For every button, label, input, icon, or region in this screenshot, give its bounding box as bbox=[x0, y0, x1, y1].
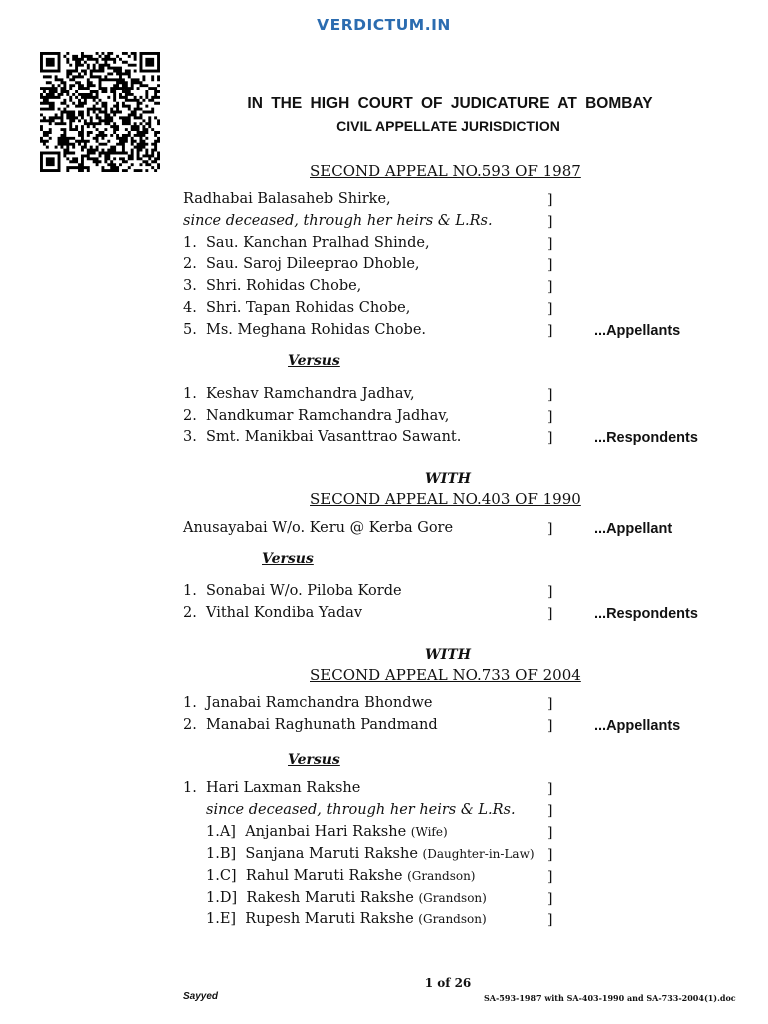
appeal-1-heir-4 bbox=[183, 300, 410, 316]
appeal-1-respondent-3 bbox=[183, 429, 461, 445]
court-title: IN THE HIGH COURT OF JUDICATURE AT BOMBAY bbox=[247, 95, 653, 112]
respondent-name: Keshav Ramchandra Jadhav, bbox=[206, 386, 415, 402]
appeal-3-heir-1a bbox=[206, 824, 448, 840]
appeal-3-heir-1b bbox=[206, 846, 535, 862]
appeal-1-heir-5 bbox=[183, 322, 426, 338]
appellant-number: 2. bbox=[183, 717, 197, 733]
appellants-role: ...Appellants bbox=[594, 718, 681, 734]
appeal-1-respondent-1 bbox=[183, 386, 415, 402]
bracket: ] bbox=[547, 584, 553, 600]
jurisdiction-title: CIVIL APPELLATE JURISDICTION bbox=[336, 118, 560, 134]
bracket: ] bbox=[547, 869, 553, 885]
heir-name: Shri. Tapan Rohidas Chobe, bbox=[206, 300, 411, 316]
appeal-2-appellant: Anusayabai W/o. Keru @ Kerba Gore bbox=[183, 520, 454, 536]
heir-name: Rahul Maruti Rakshe bbox=[245, 868, 403, 884]
appeal-2-title: SECOND APPEAL NO.403 OF 1990 bbox=[310, 490, 581, 508]
bracket: ] bbox=[547, 257, 553, 273]
heir-number: 5. bbox=[183, 322, 197, 338]
footer-author: Sayyed bbox=[183, 991, 219, 1002]
heir-number: 1.E] bbox=[206, 911, 237, 927]
bracket: ] bbox=[547, 912, 553, 928]
bracket: ] bbox=[547, 214, 553, 230]
heir-name: Rupesh Maruti Rakshe bbox=[245, 911, 414, 927]
versus-label: Versus bbox=[288, 353, 340, 369]
respondent-number: 3. bbox=[183, 429, 197, 445]
appeal-1-heir-1 bbox=[183, 235, 430, 251]
heir-name: Shri. Rohidas Chobe, bbox=[206, 278, 362, 294]
appeal-1-heir-2 bbox=[183, 256, 420, 272]
respondent-name: Nandkumar Ramchandra Jadhav, bbox=[206, 408, 450, 424]
with-label: WITH bbox=[425, 471, 471, 487]
appeal-2-respondent-1 bbox=[183, 583, 402, 599]
appellant-name: Manabai Raghunath Pandmand bbox=[206, 717, 438, 733]
heir-name: Sanjana Maruti Rakshe bbox=[245, 846, 418, 862]
heir-number: 1. bbox=[183, 235, 197, 251]
appeal-1-heir-3 bbox=[183, 278, 361, 294]
bracket: ] bbox=[547, 430, 553, 446]
respondent-name: Sonabai W/o. Piloba Korde bbox=[206, 583, 402, 599]
bracket: ] bbox=[547, 803, 553, 819]
bracket: ] bbox=[547, 825, 553, 841]
appeal-1-appellant-note: since deceased, through her heirs & L.Rs. bbox=[183, 213, 493, 229]
appellant-name: Janabai Ramchandra Bhondwe bbox=[206, 695, 433, 711]
appeal-1-title: SECOND APPEAL NO.593 OF 1987 bbox=[310, 162, 581, 180]
bracket: ] bbox=[547, 521, 553, 537]
appellants-role: ...Appellants bbox=[594, 323, 681, 339]
heir-number: 4. bbox=[183, 300, 197, 316]
respondent-name: Vithal Kondiba Yadav bbox=[206, 605, 363, 621]
heir-relation: (Grandson) bbox=[418, 891, 487, 905]
verdictum-watermark: VERDICTUM.IN bbox=[317, 16, 451, 34]
bracket: ] bbox=[547, 718, 553, 734]
appellant-role: ...Appellant bbox=[594, 521, 673, 537]
appeal-3-respondent-note: since deceased, through her heirs & L.Rs. bbox=[206, 802, 516, 818]
heir-relation: (Grandson) bbox=[407, 869, 476, 883]
bracket: ] bbox=[547, 781, 553, 797]
bracket: ] bbox=[547, 696, 553, 712]
bracket: ] bbox=[547, 891, 553, 907]
footer-filename: SA-593-1987 with SA-403-1990 and SA-733-2004(1).doc bbox=[484, 993, 736, 1003]
respondent-number: 2. bbox=[183, 605, 197, 621]
bracket: ] bbox=[547, 409, 553, 425]
heir-name: Sau. Kanchan Pralhad Shinde, bbox=[206, 235, 430, 251]
heir-name: Ms. Meghana Rohidas Chobe. bbox=[206, 322, 427, 338]
heir-number: 2. bbox=[183, 256, 197, 272]
appeal-2-respondent-2 bbox=[183, 605, 362, 621]
appeal-3-heir-1e bbox=[206, 911, 487, 927]
heir-relation: (Wife) bbox=[410, 825, 448, 839]
versus-label: Versus bbox=[288, 752, 340, 768]
bracket: ] bbox=[547, 323, 553, 339]
bracket: ] bbox=[547, 301, 553, 317]
heir-relation: (Grandson) bbox=[418, 912, 487, 926]
bracket: ] bbox=[547, 606, 553, 622]
appeal-3-appellant-1 bbox=[183, 695, 433, 711]
appeal-3-title: SECOND APPEAL NO.733 OF 2004 bbox=[310, 666, 581, 684]
respondent-name: Hari Laxman Rakshe bbox=[206, 780, 361, 796]
heir-name: Anjanbai Hari Rakshe bbox=[245, 824, 407, 840]
heir-number: 1.B] bbox=[206, 846, 237, 862]
heir-name: Rakesh Maruti Rakshe bbox=[246, 890, 414, 906]
bracket: ] bbox=[547, 236, 553, 252]
appellant-number: 1. bbox=[183, 695, 197, 711]
bracket: ] bbox=[547, 387, 553, 403]
respondent-name: Smt. Manikbai Vasanttrao Sawant. bbox=[206, 429, 462, 445]
respondent-number: 1. bbox=[183, 583, 197, 599]
bracket: ] bbox=[547, 279, 553, 295]
bracket: ] bbox=[547, 192, 553, 208]
versus-label: Versus bbox=[262, 551, 314, 567]
with-label: WITH bbox=[425, 647, 471, 663]
appeal-3-appellant-2 bbox=[183, 717, 438, 733]
heir-number: 3. bbox=[183, 278, 197, 294]
heir-relation: (Daughter-in-Law) bbox=[422, 847, 535, 861]
page-number: 1 of 26 bbox=[424, 976, 472, 990]
appeal-3-heir-1c bbox=[206, 868, 476, 884]
appeal-1-respondent-2 bbox=[183, 408, 449, 424]
heir-number: 1.C] bbox=[206, 868, 237, 884]
appeal-3-respondent-1 bbox=[183, 780, 360, 796]
heir-number: 1.A] bbox=[206, 824, 236, 840]
bracket: ] bbox=[547, 847, 553, 863]
respondents-role: ...Respondents bbox=[594, 606, 698, 622]
respondent-number: 1. bbox=[183, 780, 197, 796]
respondents-role: ...Respondents bbox=[594, 430, 698, 446]
respondent-number: 2. bbox=[183, 408, 197, 424]
heir-name: Sau. Saroj Dileeprao Dhoble, bbox=[206, 256, 420, 272]
heir-number: 1.D] bbox=[206, 890, 238, 906]
respondent-number: 1. bbox=[183, 386, 197, 402]
appeal-3-heir-1d bbox=[206, 890, 487, 906]
appeal-1-appellant: Radhabai Balasaheb Shirke, bbox=[183, 191, 391, 207]
